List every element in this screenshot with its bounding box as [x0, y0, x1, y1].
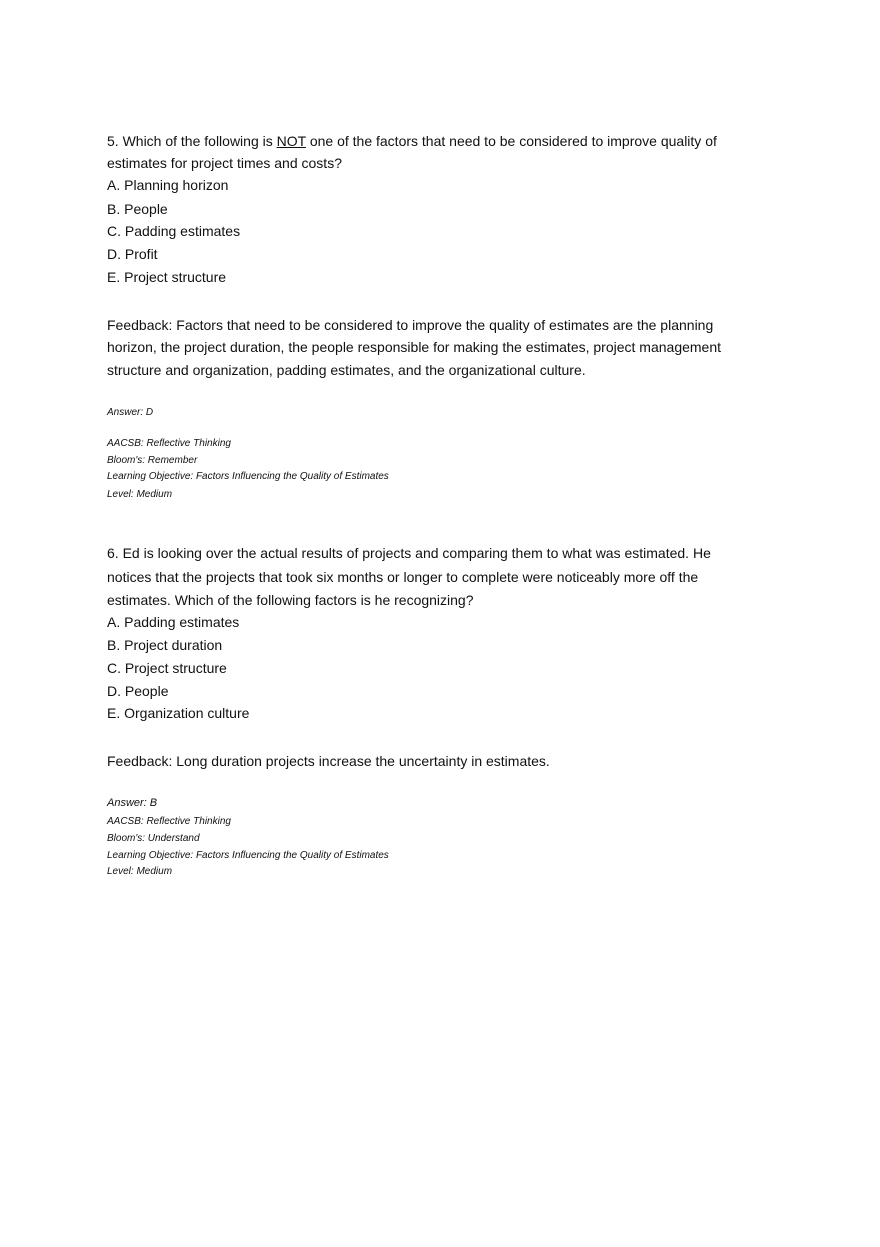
question-stem: 6. Ed is looking over the actual results of projects and comparing them to what was estimated. He [107, 545, 711, 561]
stem-text: one of the factors that need to be considered to improve quality of [305, 133, 717, 149]
feedback: structure and organization, padding estimates, and the organizational culture. [107, 362, 586, 378]
question-stem: notices that the projects that took six months or longer to complete were noticeably more off the [107, 569, 699, 585]
question-stem [107, 132, 717, 150]
meta-learning-objective: Learning Objective: Factors Influencing the Quality of Estimates [107, 471, 389, 482]
meta-blooms: Bloom's: Understand [107, 833, 200, 844]
meta-aacsb: AACSB: Reflective Thinking [107, 438, 231, 449]
option: A. Padding estimates [107, 614, 240, 630]
stem-text: 5. Which of the following is [107, 133, 277, 149]
option: D. Profit [107, 246, 158, 262]
answer: Answer: D [107, 407, 154, 418]
option: C. Padding estimates [107, 223, 241, 239]
meta-aacsb: AACSB: Reflective Thinking [107, 816, 231, 827]
option: B. People [107, 201, 168, 217]
answer: Answer: B [107, 797, 158, 809]
meta-learning-objective: Learning Objective: Factors Influencing the Quality of Estimates [107, 850, 389, 861]
feedback: horizon, the project duration, the people responsible for making the estimates, project management [107, 339, 722, 355]
option: D. People [107, 683, 169, 699]
meta-level: Level: Medium [107, 866, 173, 877]
option: C. Project structure [107, 660, 227, 676]
option: B. Project duration [107, 637, 223, 653]
feedback: Feedback: Long duration projects increase the uncertainty in estimates. [107, 753, 550, 769]
emphasis-not: NOT [276, 133, 306, 149]
option: A. Planning horizon [107, 177, 229, 193]
meta-level: Level: Medium [107, 489, 173, 500]
question-stem: estimates. Which of the following factors is he recognizing? [107, 592, 474, 608]
option: E. Project structure [107, 269, 227, 285]
feedback: Feedback: Factors that need to be considered to improve the quality of estimates are the planning [107, 317, 714, 333]
meta-blooms: Bloom's: Remember [107, 455, 198, 466]
question-stem: estimates for project times and costs? [107, 155, 342, 171]
option: E. Organization culture [107, 705, 250, 721]
